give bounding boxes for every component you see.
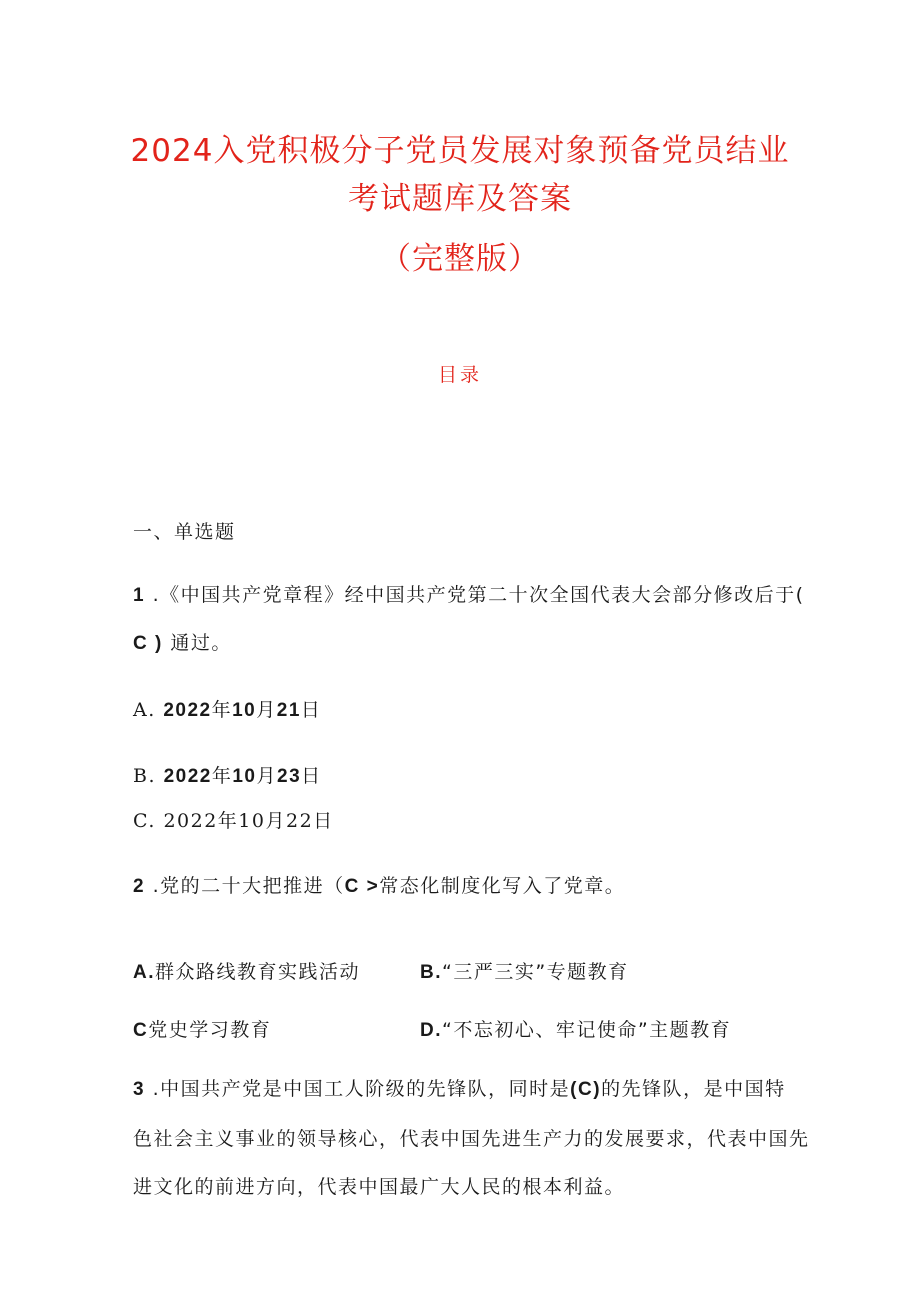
question-text-after: 的先锋队，是中国特 <box>601 1078 786 1100</box>
option-text: 群众路线教育实践活动 <box>155 961 361 983</box>
question-text: .《中国共产党章程》经中国共产党第二十次全国代表大会部分修改后于( <box>152 584 805 606</box>
option-letter: A. <box>133 699 156 721</box>
option-month: 10 <box>232 700 257 721</box>
option-letter: A. <box>133 962 155 983</box>
question-text-after: 常态化制度化写入了党章。 <box>379 875 626 897</box>
option-a <box>133 695 321 722</box>
option-text: “不忘初心、牢记使命”主题教育 <box>442 1019 732 1041</box>
option-letter: C. <box>133 810 156 832</box>
question-text: 通过。 <box>170 632 232 654</box>
section-heading: 一、单选题 <box>133 521 236 543</box>
question-1-line-1 <box>133 580 805 607</box>
document-title-line-2: 考试题库及答案 <box>348 181 572 217</box>
option-c <box>133 1015 271 1042</box>
question-1-line-2 <box>133 628 232 655</box>
option-year: 2022 <box>163 766 212 787</box>
toc-label: 目录 <box>437 364 482 386</box>
answer-marker: (C) <box>570 1079 602 1100</box>
option-b <box>420 957 629 984</box>
option-month: 10 <box>232 766 257 787</box>
question-3-line-1 <box>133 1074 786 1101</box>
option-day: 23 <box>277 766 302 787</box>
answer-marker: C ) <box>133 633 163 654</box>
option-letter: B. <box>420 962 442 983</box>
question-text-before: .党的二十大把推进（ <box>152 875 345 897</box>
option-letter: B. <box>133 765 157 787</box>
document-title-line-3: （完整版） <box>380 241 540 277</box>
option-text: “三严三实”专题教育 <box>442 961 629 983</box>
option-text: 党史学习教育 <box>148 1019 272 1041</box>
option-day: 21 <box>276 700 301 721</box>
option-d <box>420 1015 731 1042</box>
question-text-before: .中国共产党是中国工人阶级的先锋队，同时是 <box>152 1078 571 1100</box>
option-letter: D. <box>420 1020 442 1041</box>
option-day-suffix: 日 <box>301 765 322 787</box>
question-number: 3 <box>133 1079 146 1100</box>
option-year: 2022 <box>163 700 212 721</box>
option-month-suffix: 月 <box>256 765 278 787</box>
option-year-suffix: 年 <box>211 699 233 721</box>
option-letter: C <box>133 1020 149 1041</box>
question-3-line-3: 进文化的前进方向，代表中国最广大人民的根本利益。 <box>133 1176 626 1198</box>
question-2 <box>133 871 625 898</box>
option-a <box>133 957 360 984</box>
option-month-suffix: 月 <box>256 699 277 721</box>
question-number: 2 <box>133 876 146 897</box>
answer-marker: C > <box>344 876 380 897</box>
option-year-suffix: 年 <box>211 765 233 787</box>
question-3-line-2: 色社会主义事业的领导核心，代表中国先进生产力的发展要求，代表中国先 <box>133 1128 810 1150</box>
option-c <box>133 806 334 833</box>
option-b <box>133 761 322 788</box>
option-day-suffix: 日 <box>300 699 322 721</box>
document-title-line-1: 2024入党积极分子党员发展对象预备党员结业 <box>130 133 790 169</box>
question-number: 1 <box>133 585 146 606</box>
option-value: 2022年10月22日 <box>163 810 334 832</box>
